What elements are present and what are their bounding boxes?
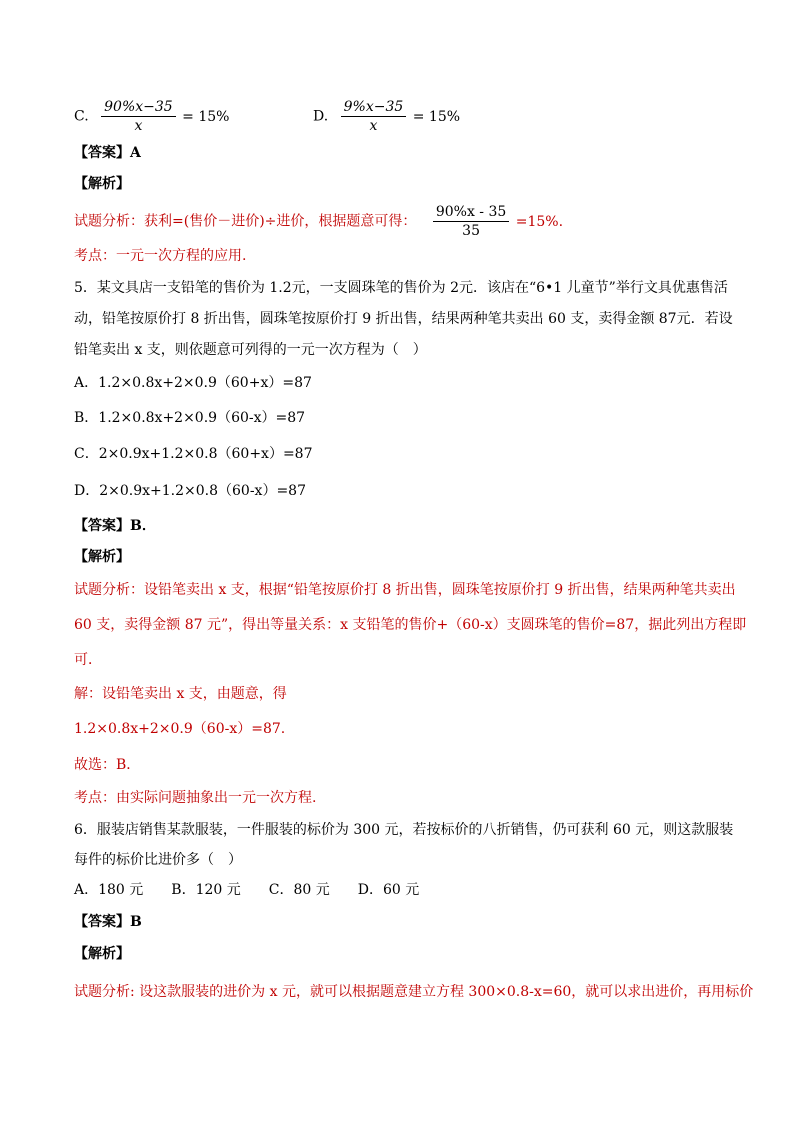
q5-analysis-line-2: 60 支，卖得金额 87 元”，得出等量关系：x 支铅笔的售价+（60-x）支圆珠笔的售价=87，据此列出方程即 bbox=[74, 617, 747, 633]
q4-analysis-fraction bbox=[433, 203, 509, 240]
q5-option-b: B．1.2×0.8x+2×0.9（60-x）=87 bbox=[74, 410, 306, 426]
q5-kaodian: 考点：由实际问题抽象出一元一次方程. bbox=[74, 790, 317, 806]
q5-choose: 故选：B． bbox=[74, 757, 141, 773]
q5-stem-line-1: 5．某文具店一支铅笔的售价为 1.2元，一支圆珠笔的售价为 2元．该店在“6•1 儿童节”举行文具优惠售活 bbox=[74, 280, 728, 296]
q6-stem-line-1: 6．服装店销售某款服装，一件服装的标价为 300 元，若按标价的八折销售，仍可获利 60 元，则这款服装 bbox=[74, 822, 734, 838]
q4-option-c-rhs: = 15% bbox=[182, 108, 230, 125]
q5-option-a: A．1.2×0.8x+2×0.9（60+x）=87 bbox=[74, 375, 312, 391]
q6-stem-line-2: 每件的标价比进价多（ ） bbox=[74, 852, 242, 868]
q4-option-d-denominator: x bbox=[369, 118, 378, 134]
q4-analysis-numerator: 90%x - 35 bbox=[433, 203, 509, 222]
q5-option-c: C．2×0.9x+1.2×0.8（60+x）=87 bbox=[74, 446, 313, 462]
q4-option-d-label: D. bbox=[313, 108, 329, 125]
q4-analysis-text: 试题分析：获利=(售价－进价)÷进价，根据题意可得： bbox=[74, 213, 417, 230]
q4-analysis-tag: 【解析】 bbox=[74, 176, 130, 192]
q4-option-c bbox=[74, 98, 229, 135]
q5-stem-line-2: 动，铅笔按原价打 8 折出售，圆珠笔按原价打 9 折出售，结果两种笔共卖出 60 支，卖得金额 87元．若设 bbox=[74, 311, 733, 327]
q6-analysis-line-1: 试题分析: 设这款服装的进价为 x 元，就可以根据题意建立方程 300×0.8-x=60，就可以求出进价，再用标价 bbox=[74, 984, 754, 1000]
q4-option-d bbox=[313, 98, 460, 135]
q6-options: A．180 元 B．120 元 C．80 元 D．60 元 bbox=[74, 882, 420, 898]
q5-option-d: D．2×0.9x+1.2×0.8（60-x）=87 bbox=[74, 483, 306, 499]
q5-solve-line-1: 解：设铅笔卖出 x 支，由题意，得 bbox=[74, 686, 287, 702]
q4-analysis-line bbox=[74, 203, 563, 240]
q5-analysis-line-1: 试题分析：设铅笔卖出 x 支，根据“铅笔按原价打 8 折出售，圆珠笔按原价打 9 折出售，结果两种笔共卖出 bbox=[74, 582, 736, 598]
q4-option-d-numerator: 9%x−35 bbox=[341, 98, 407, 117]
q5-stem-line-3: 铅笔卖出 x 支，则依题意可列得的一元一次方程为（ ） bbox=[74, 342, 427, 358]
q4-option-d-rhs: = 15% bbox=[412, 108, 461, 125]
q5-analysis-tag: 【解析】 bbox=[74, 549, 130, 565]
q4-analysis-denominator: 35 bbox=[462, 223, 480, 239]
q4-kaodian: 考点：一元一次方程的应用. bbox=[74, 248, 247, 264]
q4-option-c-fraction bbox=[101, 98, 176, 135]
q4-option-c-numerator: 90%x−35 bbox=[101, 98, 176, 117]
q5-analysis-line-3: 可． bbox=[74, 652, 102, 668]
q5-answer: 【答案】B． bbox=[74, 518, 156, 534]
q5-solve-line-2: 1.2×0.8x+2×0.9（60-x）=87. bbox=[74, 721, 286, 737]
q6-answer: 【答案】B bbox=[74, 914, 142, 930]
q4-analysis-rhs: =15%. bbox=[515, 213, 564, 230]
q4-answer: 【答案】A bbox=[74, 145, 141, 161]
q4-option-d-fraction bbox=[341, 98, 407, 135]
q4-option-c-label: C. bbox=[74, 108, 89, 125]
q4-option-c-denominator: x bbox=[134, 118, 143, 134]
q6-analysis-tag: 【解析】 bbox=[74, 946, 130, 962]
